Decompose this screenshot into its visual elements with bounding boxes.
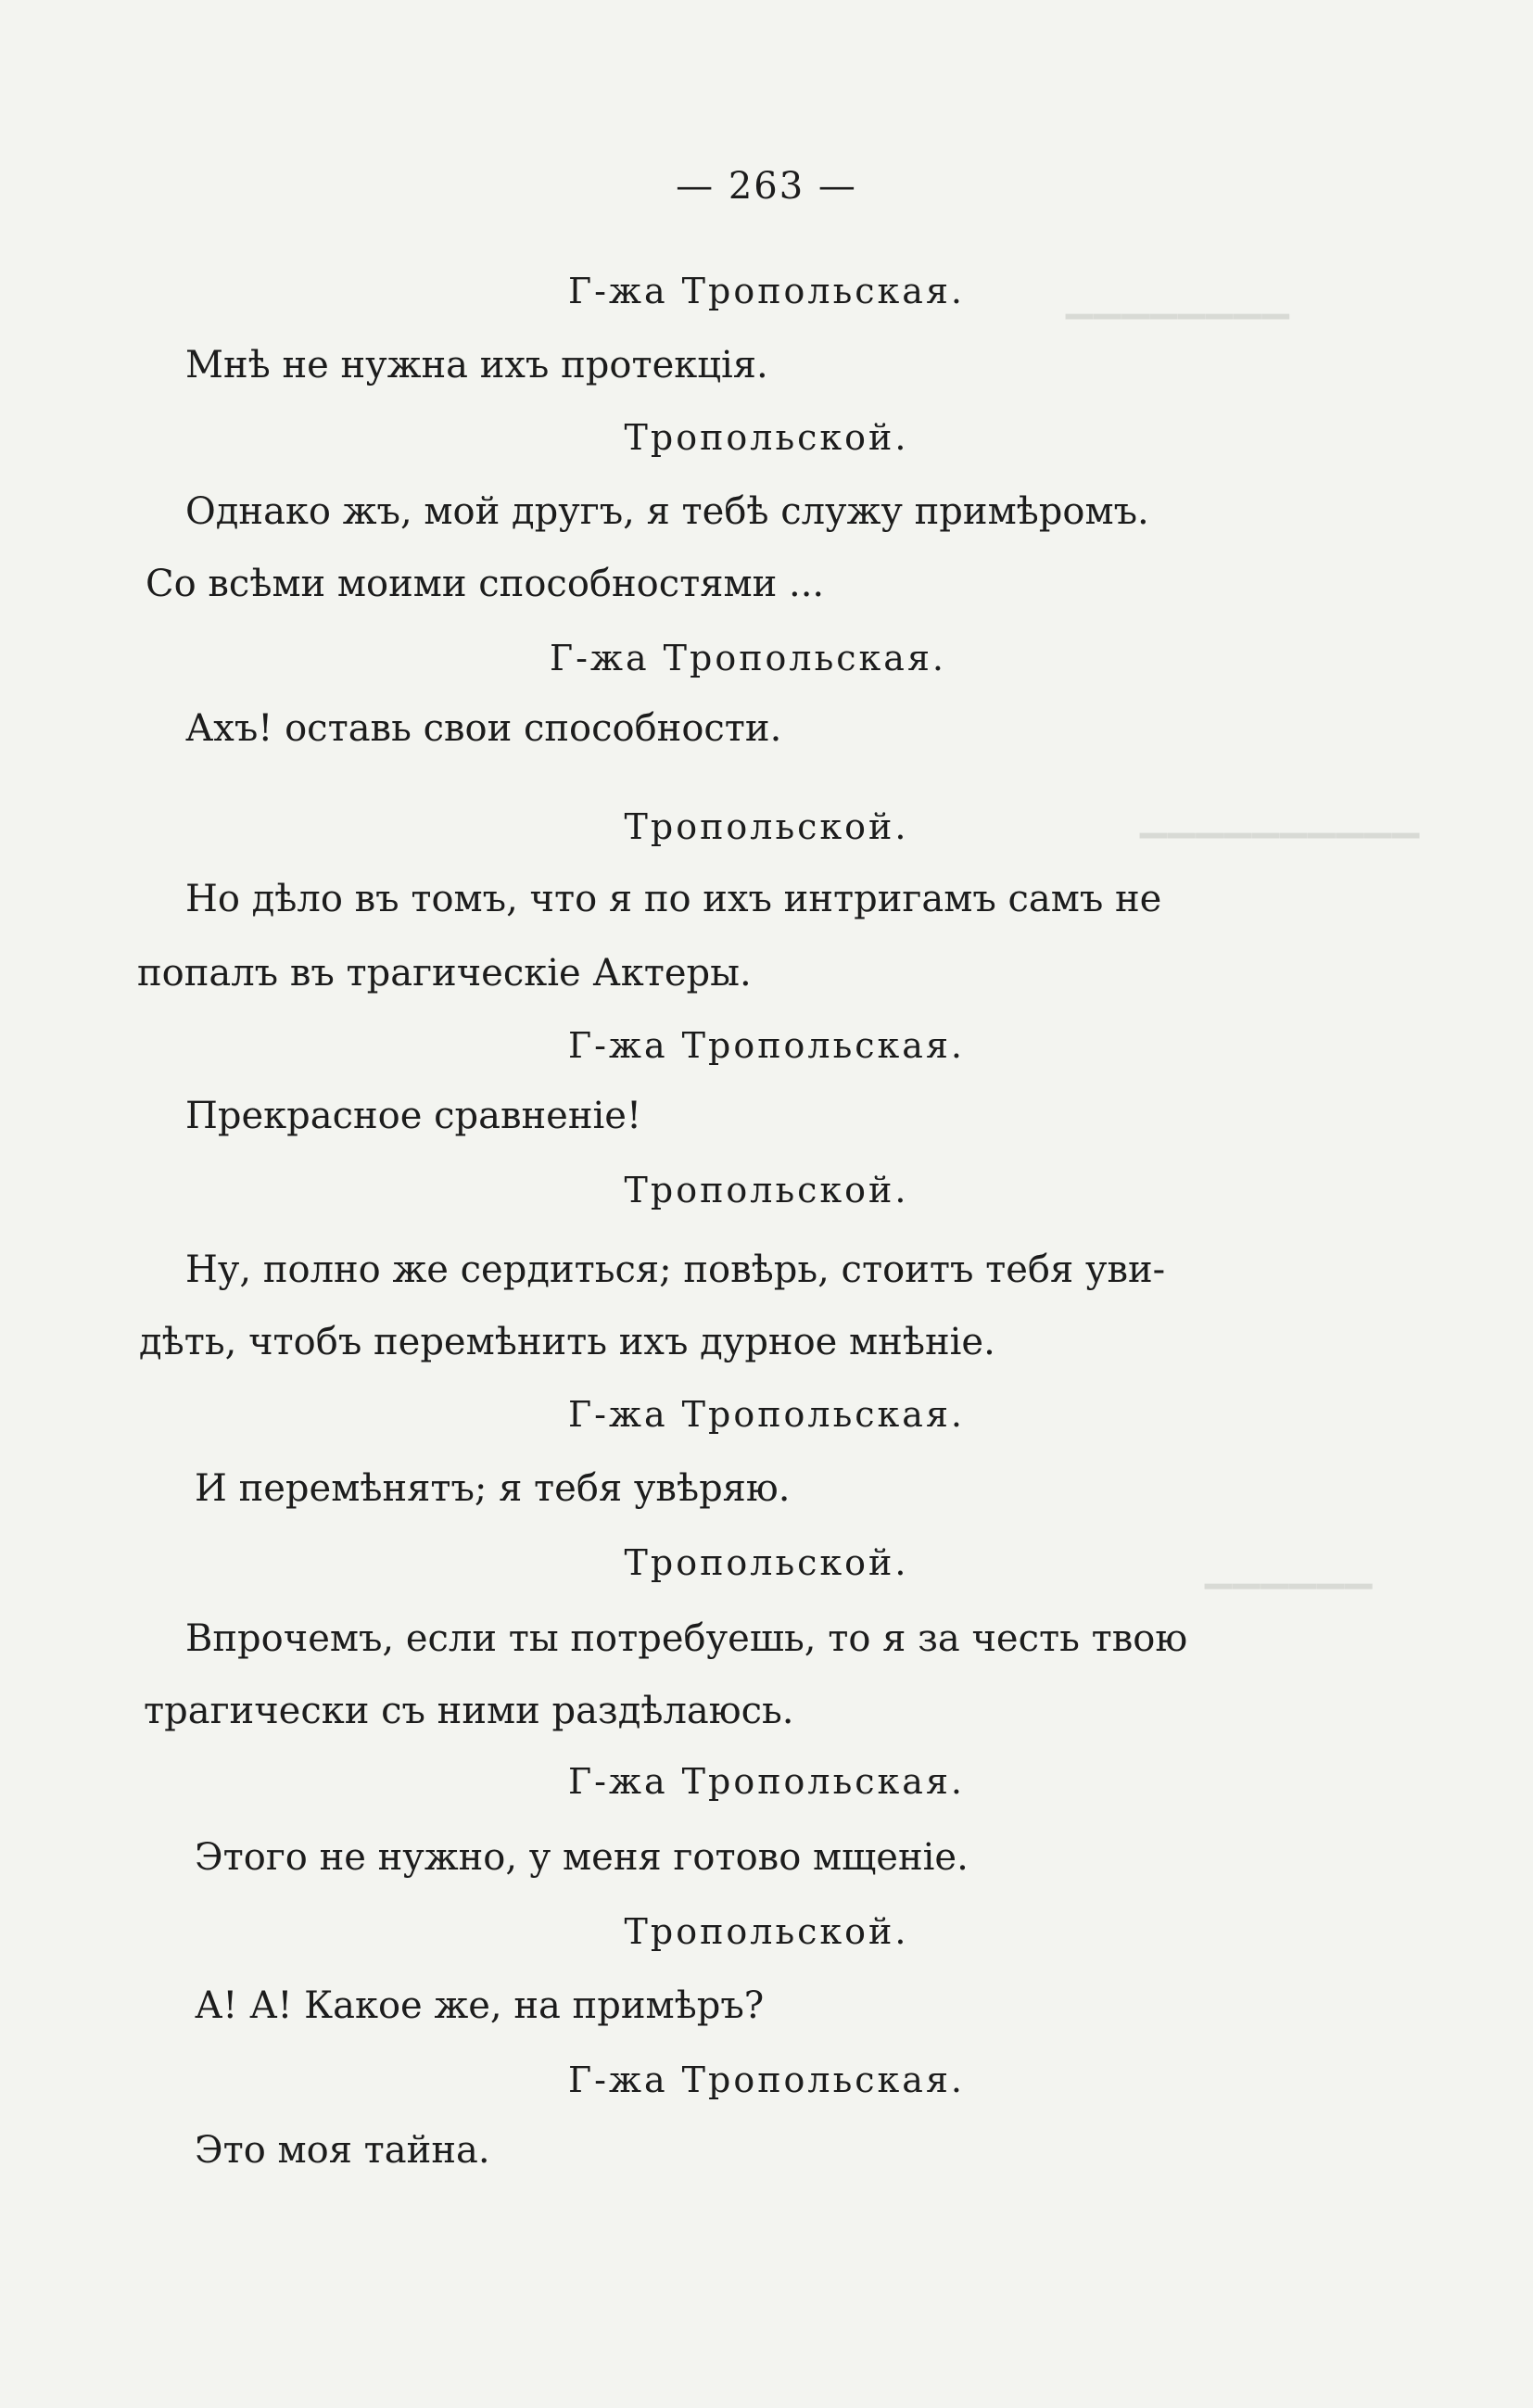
- speaker-heading: Тропольской.: [624, 806, 909, 847]
- speaker-heading: Г-жа Тропольская.: [549, 638, 946, 678]
- speaker-heading: Г-жа Тропольская.: [567, 1394, 965, 1435]
- speaker-heading: Тропольской.: [624, 1170, 909, 1210]
- dialogue-line: Однако жъ, мой другъ, я тебѣ служу примѣромъ.: [185, 490, 1149, 533]
- dialogue-line: Со всѣми моими способностями ...: [146, 563, 825, 605]
- dialogue-line: Впрочемъ, если ты потребуешь, то я за честь твою: [185, 1617, 1188, 1660]
- speaker-heading: Г-жа Тропольская.: [567, 2059, 965, 2100]
- speaker-heading: Тропольской.: [624, 1911, 909, 1952]
- dialogue-line: Ахъ! оставь свои способности.: [185, 707, 782, 750]
- dialogue-line: Но дѣло въ томъ, что я по ихъ интригамъ самъ не: [185, 878, 1162, 920]
- speaker-heading: Г-жа Тропольская.: [567, 271, 965, 311]
- dialogue-line: Это моя тайна.: [195, 2129, 490, 2172]
- dialogue-line: Ну, полно же сердиться; повѣрь, стоитъ тебя уви-: [185, 1248, 1166, 1291]
- speaker-heading: Г-жа Тропольская.: [567, 1761, 965, 1802]
- dialogue-line: А! А! Какое же, на примѣръ?: [195, 1984, 765, 2027]
- speaker-heading: Г-жа Тропольская.: [567, 1025, 965, 1066]
- dialogue-line: Этого не нужно, у меня готово мщеніе.: [195, 1836, 969, 1879]
- speaker-heading: Тропольской.: [624, 417, 909, 458]
- dialogue-line: И перемѣнятъ; я тебя увѣряю.: [195, 1467, 791, 1510]
- dialogue-line: попалъ въ трагическіе Актеры.: [137, 952, 752, 995]
- dialogue-line: дѣть, чтобъ перемѣнить ихъ дурное мнѣніе.: [139, 1321, 995, 1363]
- dialogue-line: трагически съ ними раздѣлаюсь.: [144, 1690, 794, 1732]
- speaker-heading: Тропольской.: [624, 1542, 909, 1583]
- dialogue-line: Мнѣ не нужна ихъ протекція.: [185, 344, 768, 387]
- page-number: — 263 —: [676, 165, 857, 208]
- dialogue-line: Прекрасное сравненіе!: [185, 1095, 642, 1137]
- book-page: ▁▁▁▁▁▁▁▁ ▁▁▁▁▁▁▁▁▁▁ ▁▁▁▁▁▁ — 263 — Г-жа Тропольская. Мнѣ не нужна ихъ протекція. Тропольской. Однако жъ, мой другъ, я тебѣ служу примѣромъ. Со всѣми моими способностями ... Г-жа Тропольская. Ахъ! оставь свои способности. Тропольской. Но дѣло въ томъ, что я по ихъ интригамъ самъ не попалъ въ трагическіе Актеры. Г-жа Тропольская. Прекрасное сравненіе! Тропольской. Ну, полно же сердиться; повѣрь, стоитъ тебя уви- дѣть, чтобъ перемѣнить ихъ дурное мнѣніе. Г-жа Тропольская. И перемѣнятъ; я тебя увѣряю. Тропольской. Впрочемъ, если ты потребуешь, то я за честь твою трагически съ ними раздѣлаюсь. Г-жа Тропольская. Этого не нужно, у меня готово мщеніе. Тропольской. А! А! Какое же, на примѣръ? Г-жа Тропольская. Это моя тайна.: [0, 0, 1533, 2408]
